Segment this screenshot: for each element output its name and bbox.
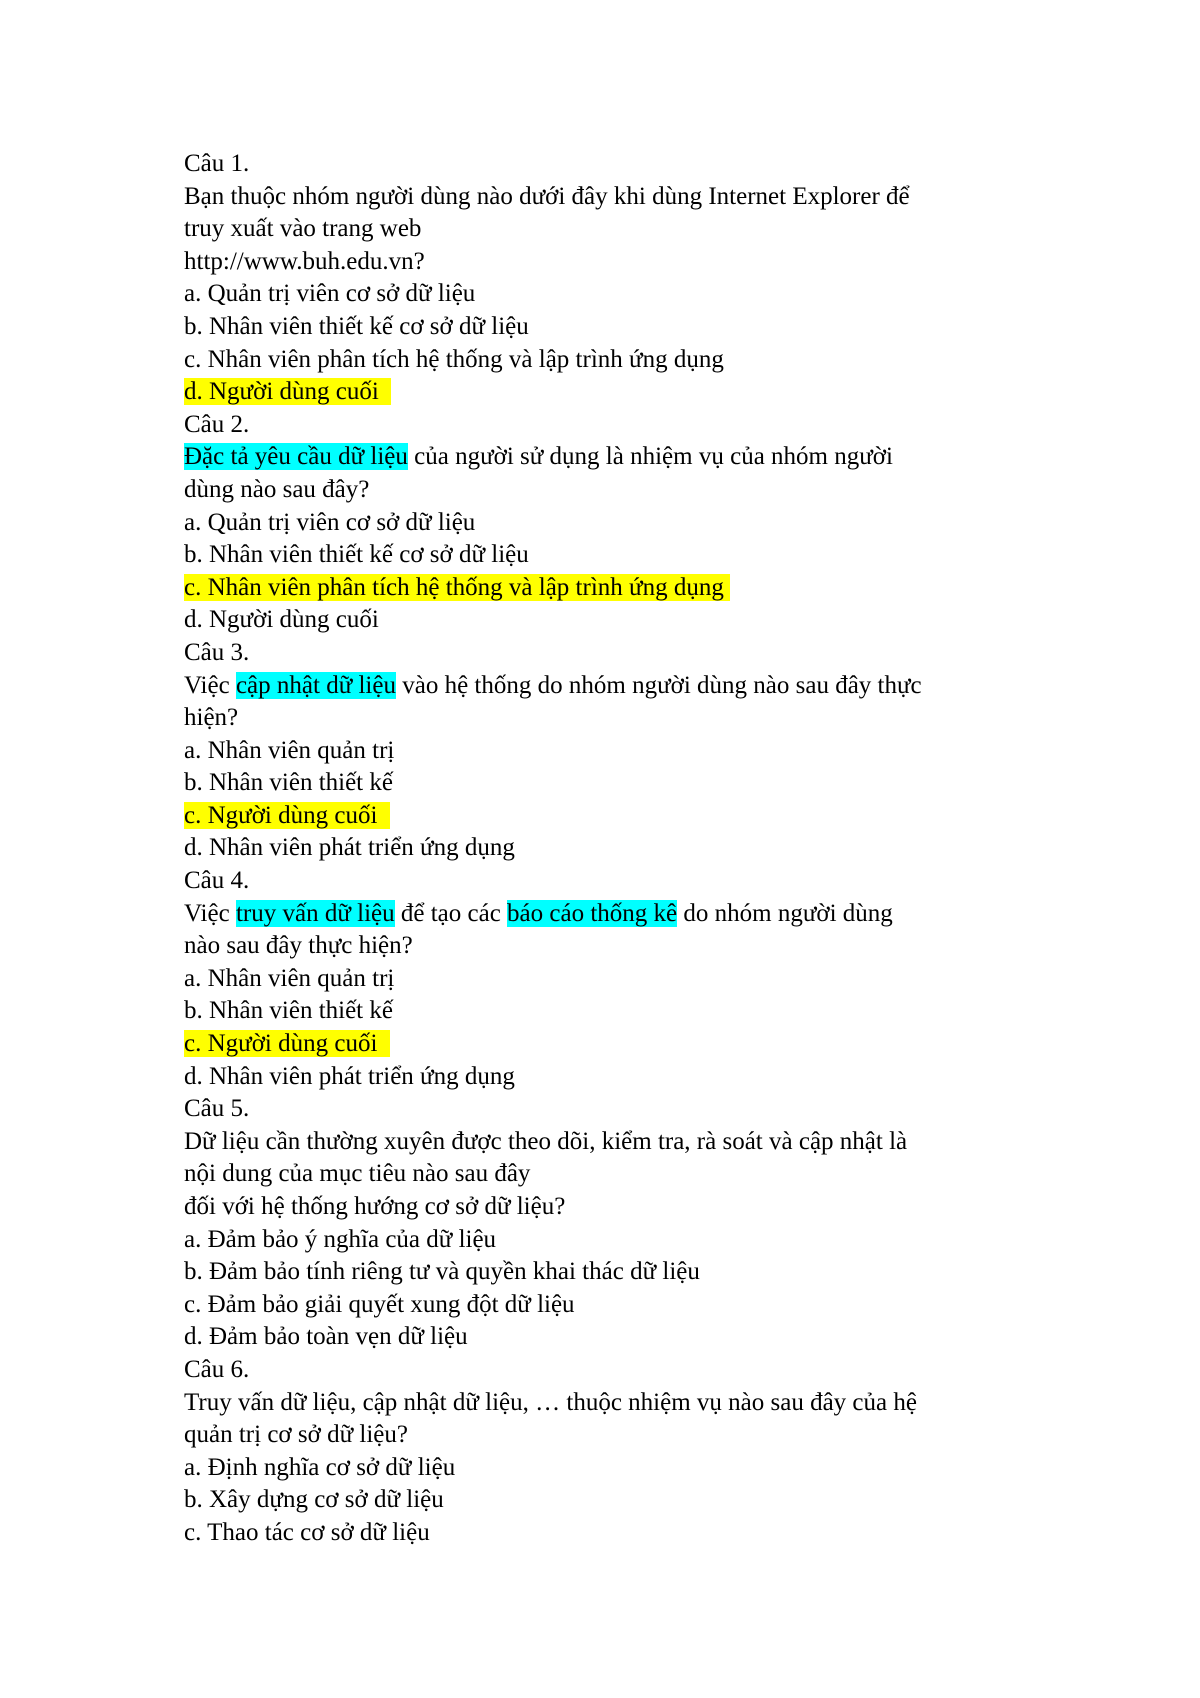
q1-option-b: b. Nhân viên thiết kế cơ sở dữ liệu bbox=[184, 312, 529, 340]
q4-text-line1 bbox=[184, 898, 1044, 931]
q1-text-line1: Bạn thuộc nhóm người dùng nào dưới đây khi dùng Internet Explorer để bbox=[184, 182, 910, 210]
q2-option-d: d. Người dùng cuối bbox=[184, 606, 379, 634]
q3-text-line1 bbox=[184, 670, 1044, 703]
q5-text-line1: Dữ liệu cần thường xuyên được theo dõi, kiểm tra, rà soát và cập nhật là bbox=[184, 1127, 908, 1155]
q3-text-line1-rest: vào hệ thống do nhóm người dùng nào sau đây thực bbox=[395, 671, 922, 699]
q3-option-c-line bbox=[184, 800, 1044, 833]
q4-title: Câu 4. bbox=[184, 867, 250, 895]
q5-option-a: a. Đảm bảo ý nghĩa của dữ liệu bbox=[184, 1225, 497, 1253]
q5-title: Câu 5. bbox=[184, 1095, 250, 1123]
q5-text-line2: nội dung của mục tiêu nào sau đây bbox=[184, 1160, 531, 1188]
q4-option-c-line bbox=[184, 1028, 1044, 1061]
q2-option-c-answer: c. Nhân viên phân tích hệ thống và lập trình ứng dụng bbox=[184, 574, 730, 601]
q1-text-line2: truy xuất vào trang web bbox=[184, 215, 422, 243]
q2-keyword-highlight: Đặc tả yêu cầu dữ liệu bbox=[184, 443, 408, 471]
q3-text-line1-pre: Việc bbox=[184, 671, 236, 699]
q4-text-line1-rest: do nhóm người dùng bbox=[677, 899, 893, 927]
q1-title: Câu 1. bbox=[184, 150, 250, 177]
q4-option-c-answer: c. Người dùng cuối bbox=[184, 1030, 390, 1057]
q3-text-line2: hiện? bbox=[184, 704, 239, 732]
q4-text-line1-mid: để tạo các bbox=[394, 899, 508, 927]
q1-option-d-line bbox=[184, 376, 1044, 409]
q4-keyword1-highlight: truy vấn dữ liệu bbox=[235, 899, 395, 927]
q1-option-a: a. Quản trị viên cơ sở dữ liệu bbox=[184, 280, 476, 308]
q5-option-c: c. Đảm bảo giải quyết xung đột dữ liệu bbox=[184, 1290, 575, 1318]
q1-option-d-answer: d. Người dùng cuối bbox=[184, 378, 391, 405]
q4-keyword2-highlight: báo cáo thống kê bbox=[507, 899, 678, 927]
q5-text-line3: đối với hệ thống hướng cơ sở dữ liệu? bbox=[184, 1193, 566, 1220]
q6-text-line1: Truy vấn dữ liệu, cập nhật dữ liệu, … thuộc nhiệm vụ nào sau đây của hệ bbox=[184, 1388, 917, 1416]
q6-option-a: a. Định nghĩa cơ sở dữ liệu bbox=[184, 1453, 456, 1481]
q2-option-a: a. Quản trị viên cơ sở dữ liệu bbox=[184, 508, 476, 536]
q3-title: Câu 3. bbox=[184, 638, 250, 666]
q6-option-c: c. Thao tác cơ sở dữ liệu bbox=[184, 1518, 430, 1546]
document-body bbox=[184, 148, 1044, 1550]
q4-option-d: d. Nhân viên phát triển ứng dụng bbox=[184, 1062, 515, 1090]
q1-option-c: c. Nhân viên phân tích hệ thống và lập trình ứng dụng bbox=[184, 345, 724, 373]
q2-text-line1 bbox=[184, 441, 1044, 474]
q6-title: Câu 6. bbox=[184, 1355, 250, 1383]
q2-title: Câu 2. bbox=[184, 410, 250, 438]
q3-option-c-answer: c. Người dùng cuối bbox=[184, 802, 390, 829]
q2-option-b: b. Nhân viên thiết kế cơ sở dữ liệu bbox=[184, 541, 529, 569]
q6-option-b: b. Xây dựng cơ sở dữ liệu bbox=[184, 1486, 444, 1514]
q4-text-line1-pre: Việc bbox=[184, 899, 236, 927]
q3-keyword-highlight: cập nhật dữ liệu bbox=[235, 671, 396, 699]
q2-text-line2: dùng nào sau đây? bbox=[184, 475, 370, 503]
q3-option-a: a. Nhân viên quản trị bbox=[184, 736, 395, 764]
q4-text-line2: nào sau đây thực hiện? bbox=[184, 932, 413, 960]
q6-text-line2: quản trị cơ sở dữ liệu? bbox=[184, 1421, 408, 1449]
q3-option-d: d. Nhân viên phát triển ứng dụng bbox=[184, 834, 515, 862]
q1-text-line3: http://www.buh.edu.vn? bbox=[184, 247, 425, 275]
q4-option-a: a. Nhân viên quản trị bbox=[184, 964, 395, 992]
q2-option-c-line bbox=[184, 572, 1044, 605]
q5-option-d: d. Đảm bảo toàn vẹn dữ liệu bbox=[184, 1323, 468, 1351]
q5-option-b: b. Đảm bảo tính riêng tư và quyền khai thác dữ liệu bbox=[184, 1258, 700, 1286]
q3-option-b: b. Nhân viên thiết kế bbox=[184, 769, 393, 797]
q2-text-line1-rest: của người sử dụng là nhiệm vụ của nhóm người bbox=[407, 443, 893, 471]
q4-option-b: b. Nhân viên thiết kế bbox=[184, 997, 393, 1025]
